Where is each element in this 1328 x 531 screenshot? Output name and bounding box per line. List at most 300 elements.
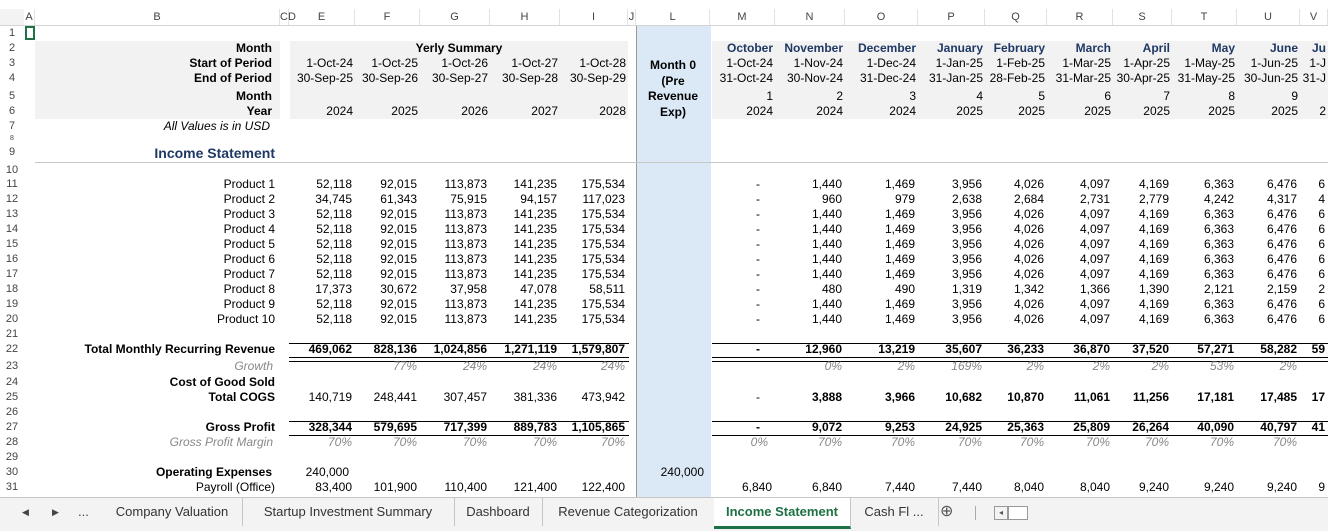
product-month-value[interactable]: 4,026 xyxy=(1013,237,1044,251)
month-end[interactable]: 31-Oct-24 xyxy=(719,71,773,85)
product-label[interactable]: Product 1 xyxy=(223,177,275,191)
month-number[interactable]: 8 xyxy=(1228,89,1235,103)
label-month-number[interactable]: Month xyxy=(236,89,272,103)
column-header-e[interactable]: E xyxy=(289,9,355,25)
product-yearly-value[interactable]: 34,745 xyxy=(315,192,352,206)
mrr-month[interactable]: 35,607 xyxy=(945,342,982,356)
row-header-26[interactable]: 26 xyxy=(5,406,19,418)
gp-yearly[interactable]: 889,783 xyxy=(513,420,557,434)
product-month-value[interactable]: 4,169 xyxy=(1138,297,1169,311)
product-month-value[interactable]: 4,026 xyxy=(1013,267,1044,281)
payroll-month[interactable]: 9 xyxy=(1318,480,1325,494)
product-yearly-value[interactable]: 61,343 xyxy=(380,192,417,206)
product-yearly-value[interactable]: 175,534 xyxy=(581,222,625,236)
column-header-b[interactable]: B xyxy=(35,9,280,25)
gp-yearly[interactable]: 328,344 xyxy=(308,420,352,434)
payroll-yearly[interactable]: 83,400 xyxy=(315,480,352,494)
product-month1-value[interactable]: - xyxy=(756,282,760,296)
cogs-month[interactable]: 11,061 xyxy=(1073,390,1110,404)
product-label[interactable]: Product 6 xyxy=(223,252,275,266)
gp-month[interactable]: 24,925 xyxy=(945,420,982,434)
product-month-value[interactable]: 6 xyxy=(1318,207,1325,221)
product-yearly-value[interactable]: 175,534 xyxy=(581,267,625,281)
product-yearly-value[interactable]: 92,015 xyxy=(380,312,417,326)
product-month1-value[interactable]: - xyxy=(756,177,760,191)
month-end[interactable]: 30-Jun-25 xyxy=(1243,71,1298,85)
product-yearly-value[interactable]: 141,235 xyxy=(513,267,557,281)
product-yearly-value[interactable]: 52,118 xyxy=(316,252,352,266)
gp-month[interactable]: 9,072 xyxy=(811,420,842,434)
month-number[interactable]: 5 xyxy=(1038,89,1045,103)
mrr-month[interactable]: 58,282 xyxy=(1260,342,1297,356)
product-month-value[interactable]: 2,731 xyxy=(1079,192,1110,206)
tab-more-button[interactable]: ... xyxy=(78,504,89,519)
growth-yearly[interactable]: 24% xyxy=(600,359,625,373)
month-end[interactable]: 31-May-25 xyxy=(1177,71,1235,85)
sheet-tab[interactable]: Startup Investment Summary xyxy=(242,498,455,526)
product-month-value[interactable]: 2 xyxy=(1318,282,1325,296)
gpm-month[interactable]: 70% xyxy=(817,435,842,449)
product-yearly-value[interactable]: 92,015 xyxy=(380,222,417,236)
opex-month0[interactable]: 240,000 xyxy=(660,465,704,479)
product-yearly-value[interactable]: 113,873 xyxy=(444,267,487,281)
cogs-yearly[interactable]: 248,441 xyxy=(373,390,417,404)
product-month-value[interactable]: 4,169 xyxy=(1138,177,1169,191)
row-header-7[interactable]: 7 xyxy=(8,120,16,132)
yearly-year[interactable]: 2026 xyxy=(461,104,488,118)
row-header-9[interactable]: 9 xyxy=(8,146,16,158)
mrr-month[interactable]: 59 xyxy=(1311,342,1325,356)
product-yearly-value[interactable]: 52,118 xyxy=(316,312,352,326)
product-yearly-value[interactable]: 75,915 xyxy=(450,192,487,206)
month-year[interactable]: 2025 xyxy=(1208,104,1235,118)
month-name[interactable]: February xyxy=(993,41,1045,55)
product-month-value[interactable]: 6,476 xyxy=(1266,237,1297,251)
month-name[interactable]: December xyxy=(857,41,916,55)
product-month-value[interactable]: 1,469 xyxy=(884,207,915,221)
column-header-q[interactable]: Q xyxy=(985,9,1047,25)
month-start[interactable]: 1-Oct-24 xyxy=(726,56,773,70)
mrr-yearly[interactable]: 469,062 xyxy=(308,342,352,356)
month-end[interactable]: 30-Nov-24 xyxy=(786,71,843,85)
month-number[interactable]: 7 xyxy=(1163,89,1170,103)
product-label[interactable]: Product 4 xyxy=(223,222,275,236)
product-yearly-value[interactable]: 30,672 xyxy=(380,282,417,296)
row-header-17[interactable]: 17 xyxy=(5,268,19,280)
sheet-tab[interactable]: Company Valuation xyxy=(102,498,243,526)
cogs-month1[interactable]: - xyxy=(756,390,760,404)
product-month1-value[interactable]: - xyxy=(756,267,760,281)
product-month-value[interactable]: 2,121 xyxy=(1203,282,1234,296)
label-end-of-period[interactable]: End of Period xyxy=(194,71,272,85)
row-header-22[interactable]: 22 xyxy=(5,343,19,355)
yearly-start[interactable]: 1-Oct-27 xyxy=(511,56,558,70)
growth-yearly[interactable]: 24% xyxy=(532,359,557,373)
product-yearly-value[interactable]: 113,873 xyxy=(444,312,487,326)
product-yearly-value[interactable]: 175,534 xyxy=(581,237,625,251)
gp-yearly[interactable]: 579,695 xyxy=(373,420,417,434)
payroll-month[interactable]: 8,040 xyxy=(1079,480,1110,494)
month-year[interactable]: 2025 xyxy=(1271,104,1298,118)
cogs-month[interactable]: 17 xyxy=(1311,390,1325,404)
product-month-value[interactable]: 6 xyxy=(1318,177,1325,191)
column-header-u[interactable]: U xyxy=(1237,9,1300,25)
yearly-end[interactable]: 30-Sep-27 xyxy=(431,71,488,85)
month-year[interactable]: 2024 xyxy=(816,104,843,118)
product-month-value[interactable]: 6 xyxy=(1318,267,1325,281)
row-header-28[interactable]: 28 xyxy=(5,436,19,448)
mrr-label[interactable]: Total Monthly Recurring Revenue xyxy=(84,342,275,356)
month-year[interactable]: 2024 xyxy=(889,104,916,118)
mrr-yearly[interactable]: 1,271,119 xyxy=(504,342,557,356)
row-header-25[interactable]: 25 xyxy=(5,391,19,403)
payroll-yearly[interactable]: 101,900 xyxy=(373,480,417,494)
row-header-27[interactable]: 27 xyxy=(5,421,19,433)
product-yearly-value[interactable]: 52,118 xyxy=(316,297,352,311)
opex-label[interactable]: Operating Expenses xyxy=(155,465,272,479)
product-label[interactable]: Product 7 xyxy=(223,267,275,281)
product-month-value[interactable]: 6,363 xyxy=(1203,222,1234,236)
product-month-value[interactable]: 4,169 xyxy=(1138,237,1169,251)
growth-month[interactable]: 2% xyxy=(1279,359,1297,373)
month-start[interactable]: 1-Dec-24 xyxy=(866,56,916,70)
row-header-15[interactable]: 15 xyxy=(5,238,19,250)
product-yearly-value[interactable]: 141,235 xyxy=(513,222,557,236)
product-yearly-value[interactable]: 92,015 xyxy=(380,237,417,251)
column-header-f[interactable]: F xyxy=(355,9,420,25)
product-yearly-value[interactable]: 92,015 xyxy=(380,177,417,191)
product-yearly-value[interactable]: 141,235 xyxy=(513,237,557,251)
column-header-l[interactable]: L xyxy=(636,9,710,25)
month-start[interactable]: 1-J xyxy=(1309,56,1326,70)
product-month-value[interactable]: 6,476 xyxy=(1266,207,1297,221)
row-header-18[interactable]: 18 xyxy=(5,283,19,295)
tab-next-icon[interactable]: ▶ xyxy=(52,507,59,517)
mrr-yearly[interactable]: 1,579,807 xyxy=(571,342,625,356)
product-yearly-value[interactable]: 113,873 xyxy=(444,237,487,251)
gp-yearly[interactable]: 717,399 xyxy=(443,420,487,434)
gpm-yearly[interactable]: 70% xyxy=(327,435,352,449)
month-end[interactable]: 31-Jan-25 xyxy=(928,71,983,85)
column-header-cd[interactable]: CD xyxy=(280,11,296,23)
product-month-value[interactable]: 6,363 xyxy=(1203,237,1234,251)
gpm-yearly[interactable]: 70% xyxy=(462,435,487,449)
product-month-value[interactable]: 1,366 xyxy=(1079,282,1110,296)
product-yearly-value[interactable]: 58,511 xyxy=(589,282,625,296)
gp-month[interactable]: 40,090 xyxy=(1197,420,1234,434)
product-month-value[interactable]: 6 xyxy=(1318,222,1325,236)
product-month-value[interactable]: 6 xyxy=(1318,252,1325,266)
product-month-value[interactable]: 4,097 xyxy=(1079,207,1110,221)
row-header-31[interactable]: 31 xyxy=(5,481,19,493)
gpm-month1[interactable]: 0% xyxy=(750,435,768,449)
product-month1-value[interactable]: - xyxy=(756,312,760,326)
month-number[interactable]: 3 xyxy=(909,89,916,103)
cogs-month[interactable]: 17,181 xyxy=(1197,390,1234,404)
product-month-value[interactable]: 1,469 xyxy=(884,252,915,266)
product-month-value[interactable]: 2,638 xyxy=(951,192,982,206)
row-header-2[interactable]: 2 xyxy=(8,42,16,54)
column-header-v[interactable]: V xyxy=(1300,9,1328,25)
mrr-yearly[interactable]: 1,024,856 xyxy=(433,342,487,356)
gp-month[interactable]: 25,363 xyxy=(1007,420,1044,434)
product-yearly-value[interactable]: 113,873 xyxy=(444,252,487,266)
gp-month[interactable]: 26,264 xyxy=(1132,420,1169,434)
month-year[interactable]: 2025 xyxy=(1143,104,1170,118)
sheet-tab[interactable]: Cash Fl ... xyxy=(850,498,939,526)
gp-month[interactable]: 40,797 xyxy=(1260,420,1297,434)
product-month-value[interactable]: 979 xyxy=(894,192,915,206)
gross-margin-label[interactable]: Gross Profit Margin xyxy=(169,435,273,449)
product-month-value[interactable]: 1,342 xyxy=(1013,282,1044,296)
product-month-value[interactable]: 960 xyxy=(821,192,842,206)
product-month-value[interactable]: 4,097 xyxy=(1079,312,1110,326)
product-month-value[interactable]: 4,169 xyxy=(1138,267,1169,281)
product-month-value[interactable]: 4,026 xyxy=(1013,177,1044,191)
cogs-month[interactable]: 3,888 xyxy=(811,390,842,404)
product-yearly-value[interactable]: 113,873 xyxy=(444,222,487,236)
product-yearly-value[interactable]: 52,118 xyxy=(316,267,352,281)
product-yearly-value[interactable]: 92,015 xyxy=(380,267,417,281)
row-header-6[interactable]: 6 xyxy=(8,105,16,117)
row-header-10[interactable]: 10 xyxy=(5,164,19,176)
product-month-value[interactable]: 4,097 xyxy=(1079,177,1110,191)
product-month-value[interactable]: 3,956 xyxy=(951,222,982,236)
mrr-month[interactable]: 36,233 xyxy=(1007,342,1044,356)
opex-yearly[interactable]: 240,000 xyxy=(305,465,349,479)
gpm-month[interactable]: 70% xyxy=(957,435,982,449)
mrr-month[interactable]: 57,271 xyxy=(1197,342,1234,356)
product-month-value[interactable]: 4,097 xyxy=(1079,267,1110,281)
row-header-23[interactable]: 23 xyxy=(5,360,19,372)
label-start-of-period[interactable]: Start of Period xyxy=(189,56,272,70)
product-month1-value[interactable]: - xyxy=(756,207,760,221)
product-yearly-value[interactable]: 175,534 xyxy=(581,312,625,326)
product-yearly-value[interactable]: 141,235 xyxy=(513,177,557,191)
yearly-start[interactable]: 1-Oct-28 xyxy=(579,56,626,70)
gp-month[interactable]: 25,809 xyxy=(1073,420,1110,434)
product-month-value[interactable]: 1,469 xyxy=(884,267,915,281)
gpm-month[interactable]: 70% xyxy=(1209,435,1234,449)
cogs-yearly[interactable]: 473,942 xyxy=(581,390,625,404)
product-month-value[interactable]: 4,026 xyxy=(1013,222,1044,236)
cogs-label[interactable]: Total COGS xyxy=(208,390,275,404)
growth-month[interactable]: 0% xyxy=(824,359,842,373)
gpm-month[interactable]: 70% xyxy=(1144,435,1169,449)
product-month-value[interactable]: 6,476 xyxy=(1266,177,1297,191)
horizontal-scrollbar[interactable] xyxy=(975,506,1328,520)
product-yearly-value[interactable]: 52,118 xyxy=(316,207,352,221)
product-yearly-value[interactable]: 52,118 xyxy=(316,177,352,191)
month-name[interactable]: November xyxy=(784,41,843,55)
product-month-value[interactable]: 1,440 xyxy=(811,207,842,221)
payroll-yearly[interactable]: 122,400 xyxy=(581,480,625,494)
product-month-value[interactable]: 2,779 xyxy=(1138,192,1169,206)
payroll-month[interactable]: 9,240 xyxy=(1203,480,1234,494)
product-yearly-value[interactable]: 141,235 xyxy=(513,207,557,221)
growth-yearly[interactable]: 77% xyxy=(392,359,417,373)
mrr-month[interactable]: 36,870 xyxy=(1073,342,1110,356)
payroll-month[interactable]: 9,240 xyxy=(1266,480,1297,494)
yearly-year[interactable]: 2024 xyxy=(326,104,353,118)
product-label[interactable]: Product 5 xyxy=(223,237,275,251)
product-month-value[interactable]: 3,956 xyxy=(951,252,982,266)
sheet-tab[interactable]: Dashboard xyxy=(454,498,543,526)
month-year[interactable]: 2025 xyxy=(956,104,983,118)
yearly-year[interactable]: 2028 xyxy=(599,104,626,118)
product-month-value[interactable]: 4,317 xyxy=(1266,192,1297,206)
product-month-value[interactable]: 6 xyxy=(1318,312,1325,326)
row-header-11[interactable]: 11 xyxy=(6,178,18,190)
yearly-year[interactable]: 2027 xyxy=(531,104,558,118)
yearly-end[interactable]: 30-Sep-28 xyxy=(501,71,558,85)
product-month-value[interactable]: 480 xyxy=(821,282,842,296)
note-usd[interactable]: All Values is in USD xyxy=(163,119,270,133)
yearly-start[interactable]: 1-Oct-24 xyxy=(306,56,353,70)
product-yearly-value[interactable]: 94,157 xyxy=(520,192,557,206)
cogs-month[interactable]: 3,966 xyxy=(884,390,915,404)
month-year[interactable]: 2025 xyxy=(1084,104,1111,118)
month-number[interactable]: 2 xyxy=(836,89,843,103)
row-header-24[interactable]: 24 xyxy=(5,376,19,388)
product-month-value[interactable]: 1,319 xyxy=(951,282,982,296)
month-end[interactable]: 30-Apr-25 xyxy=(1116,71,1170,85)
product-month-value[interactable]: 4,026 xyxy=(1013,312,1044,326)
gpm-month[interactable]: 70% xyxy=(890,435,915,449)
row-header-14[interactable]: 14 xyxy=(5,223,19,235)
payroll-month[interactable]: 6,840 xyxy=(811,480,842,494)
product-month-value[interactable]: 4,169 xyxy=(1138,312,1169,326)
product-yearly-value[interactable]: 37,958 xyxy=(450,282,487,296)
product-month-value[interactable]: 1,469 xyxy=(884,297,915,311)
column-header-a[interactable]: A xyxy=(24,9,35,25)
product-month1-value[interactable]: - xyxy=(756,252,760,266)
gpm-month[interactable]: 70% xyxy=(1019,435,1044,449)
cogs-header[interactable]: Cost of Good Sold xyxy=(169,375,275,389)
product-month-value[interactable]: 1,440 xyxy=(811,267,842,281)
column-header-r[interactable]: R xyxy=(1047,9,1113,25)
yearly-summary-title[interactable]: Yerly Summary xyxy=(415,41,503,55)
product-yearly-value[interactable]: 113,873 xyxy=(444,297,487,311)
row-header-12[interactable]: 12 xyxy=(5,193,19,205)
row-header-3[interactable]: 3 xyxy=(8,57,16,69)
month-number[interactable]: 9 xyxy=(1291,89,1298,103)
cogs-month[interactable]: 11,256 xyxy=(1132,390,1169,404)
product-month-value[interactable]: 6,363 xyxy=(1203,252,1234,266)
product-month-value[interactable]: 1,469 xyxy=(884,312,915,326)
product-label[interactable]: Product 8 xyxy=(223,282,275,296)
product-month-value[interactable]: 2,159 xyxy=(1266,282,1297,296)
product-yearly-value[interactable]: 141,235 xyxy=(513,312,557,326)
row-header-29[interactable]: 29 xyxy=(5,451,19,463)
row-header-19[interactable]: 19 xyxy=(5,298,19,310)
gp-month[interactable]: 41 xyxy=(1311,420,1325,434)
row-header-20[interactable]: 20 xyxy=(5,313,19,325)
month-year[interactable]: 2024 xyxy=(746,104,773,118)
product-label[interactable]: Product 9 xyxy=(223,297,275,311)
payroll-month[interactable]: 9,240 xyxy=(1138,480,1169,494)
yearly-start[interactable]: 1-Oct-25 xyxy=(371,56,418,70)
product-yearly-value[interactable]: 47,078 xyxy=(520,282,557,296)
product-yearly-value[interactable]: 175,534 xyxy=(581,252,625,266)
gpm-month[interactable]: 70% xyxy=(1272,435,1297,449)
growth-month[interactable]: 2% xyxy=(1026,359,1044,373)
product-month1-value[interactable]: - xyxy=(756,297,760,311)
month-number[interactable]: 6 xyxy=(1104,89,1111,103)
product-month-value[interactable]: 6,363 xyxy=(1203,207,1234,221)
product-yearly-value[interactable]: 92,015 xyxy=(380,297,417,311)
mrr-month[interactable]: 12,960 xyxy=(805,342,842,356)
growth-month[interactable]: 2% xyxy=(897,359,915,373)
product-month-value[interactable]: 3,956 xyxy=(951,267,982,281)
column-header-h[interactable]: H xyxy=(490,9,560,25)
month-year[interactable]: 2025 xyxy=(1018,104,1045,118)
product-month-value[interactable]: 6,363 xyxy=(1203,297,1234,311)
product-month-value[interactable]: 3,956 xyxy=(951,312,982,326)
payroll-month[interactable]: 7,440 xyxy=(884,480,915,494)
growth-month[interactable]: 169% xyxy=(951,359,982,373)
product-label[interactable]: Product 2 xyxy=(223,192,275,206)
payroll-month1[interactable]: 6,840 xyxy=(741,480,772,494)
column-header-i[interactable]: I xyxy=(560,9,628,25)
row-header-21[interactable]: 21 xyxy=(5,328,19,340)
payroll-month[interactable]: 8,040 xyxy=(1013,480,1044,494)
product-yearly-value[interactable]: 175,534 xyxy=(581,207,625,221)
product-month-value[interactable]: 4 xyxy=(1318,192,1325,206)
product-month-value[interactable]: 6,476 xyxy=(1266,297,1297,311)
product-yearly-value[interactable]: 141,235 xyxy=(513,252,557,266)
product-month-value[interactable]: 4,097 xyxy=(1079,237,1110,251)
payroll-label[interactable]: Payroll (Office) xyxy=(195,480,275,494)
product-yearly-value[interactable]: 141,235 xyxy=(513,297,557,311)
mrr-month[interactable]: 13,219 xyxy=(878,342,915,356)
product-month-value[interactable]: 6,476 xyxy=(1266,312,1297,326)
yearly-end[interactable]: 30-Sep-29 xyxy=(569,71,626,85)
product-month-value[interactable]: 6,476 xyxy=(1266,267,1297,281)
month-name[interactable]: January xyxy=(936,41,983,55)
gross-profit-label[interactable]: Gross Profit xyxy=(205,420,275,434)
product-month-value[interactable]: 4,169 xyxy=(1138,222,1169,236)
product-month-value[interactable]: 2,684 xyxy=(1013,192,1044,206)
product-month-value[interactable]: 3,956 xyxy=(951,207,982,221)
month-name[interactable]: May xyxy=(1211,41,1235,55)
product-yearly-value[interactable]: 17,373 xyxy=(315,282,352,296)
product-month-value[interactable]: 4,169 xyxy=(1138,207,1169,221)
mrr-month1[interactable]: - xyxy=(756,342,760,356)
product-month-value[interactable]: 1,440 xyxy=(811,312,842,326)
cogs-yearly[interactable]: 381,336 xyxy=(513,390,557,404)
growth-yearly[interactable]: 24% xyxy=(462,359,487,373)
growth-label[interactable]: Growth xyxy=(234,359,273,373)
gp-month[interactable]: 9,253 xyxy=(884,420,915,434)
product-month-value[interactable]: 6,363 xyxy=(1203,267,1234,281)
product-month-value[interactable]: 4,242 xyxy=(1203,192,1234,206)
row-header-16[interactable]: 16 xyxy=(5,253,19,265)
column-header-n[interactable]: N xyxy=(775,9,845,25)
month-start[interactable]: 1-Mar-25 xyxy=(1062,56,1111,70)
month-name[interactable]: June xyxy=(1269,41,1298,55)
mrr-yearly[interactable]: 828,136 xyxy=(373,342,417,356)
product-yearly-value[interactable]: 113,873 xyxy=(444,177,487,191)
product-month-value[interactable]: 4,026 xyxy=(1013,252,1044,266)
column-header-m[interactable]: M xyxy=(710,9,775,25)
yearly-end[interactable]: 30-Sep-26 xyxy=(361,71,418,85)
product-yearly-value[interactable]: 175,534 xyxy=(581,177,625,191)
month0-title[interactable]: Month 0 (Pre Revenue Exp) xyxy=(647,58,699,119)
product-month-value[interactable]: 3,956 xyxy=(951,177,982,191)
product-month-value[interactable]: 6 xyxy=(1318,237,1325,251)
month-start[interactable]: 1-Jun-25 xyxy=(1250,56,1298,70)
